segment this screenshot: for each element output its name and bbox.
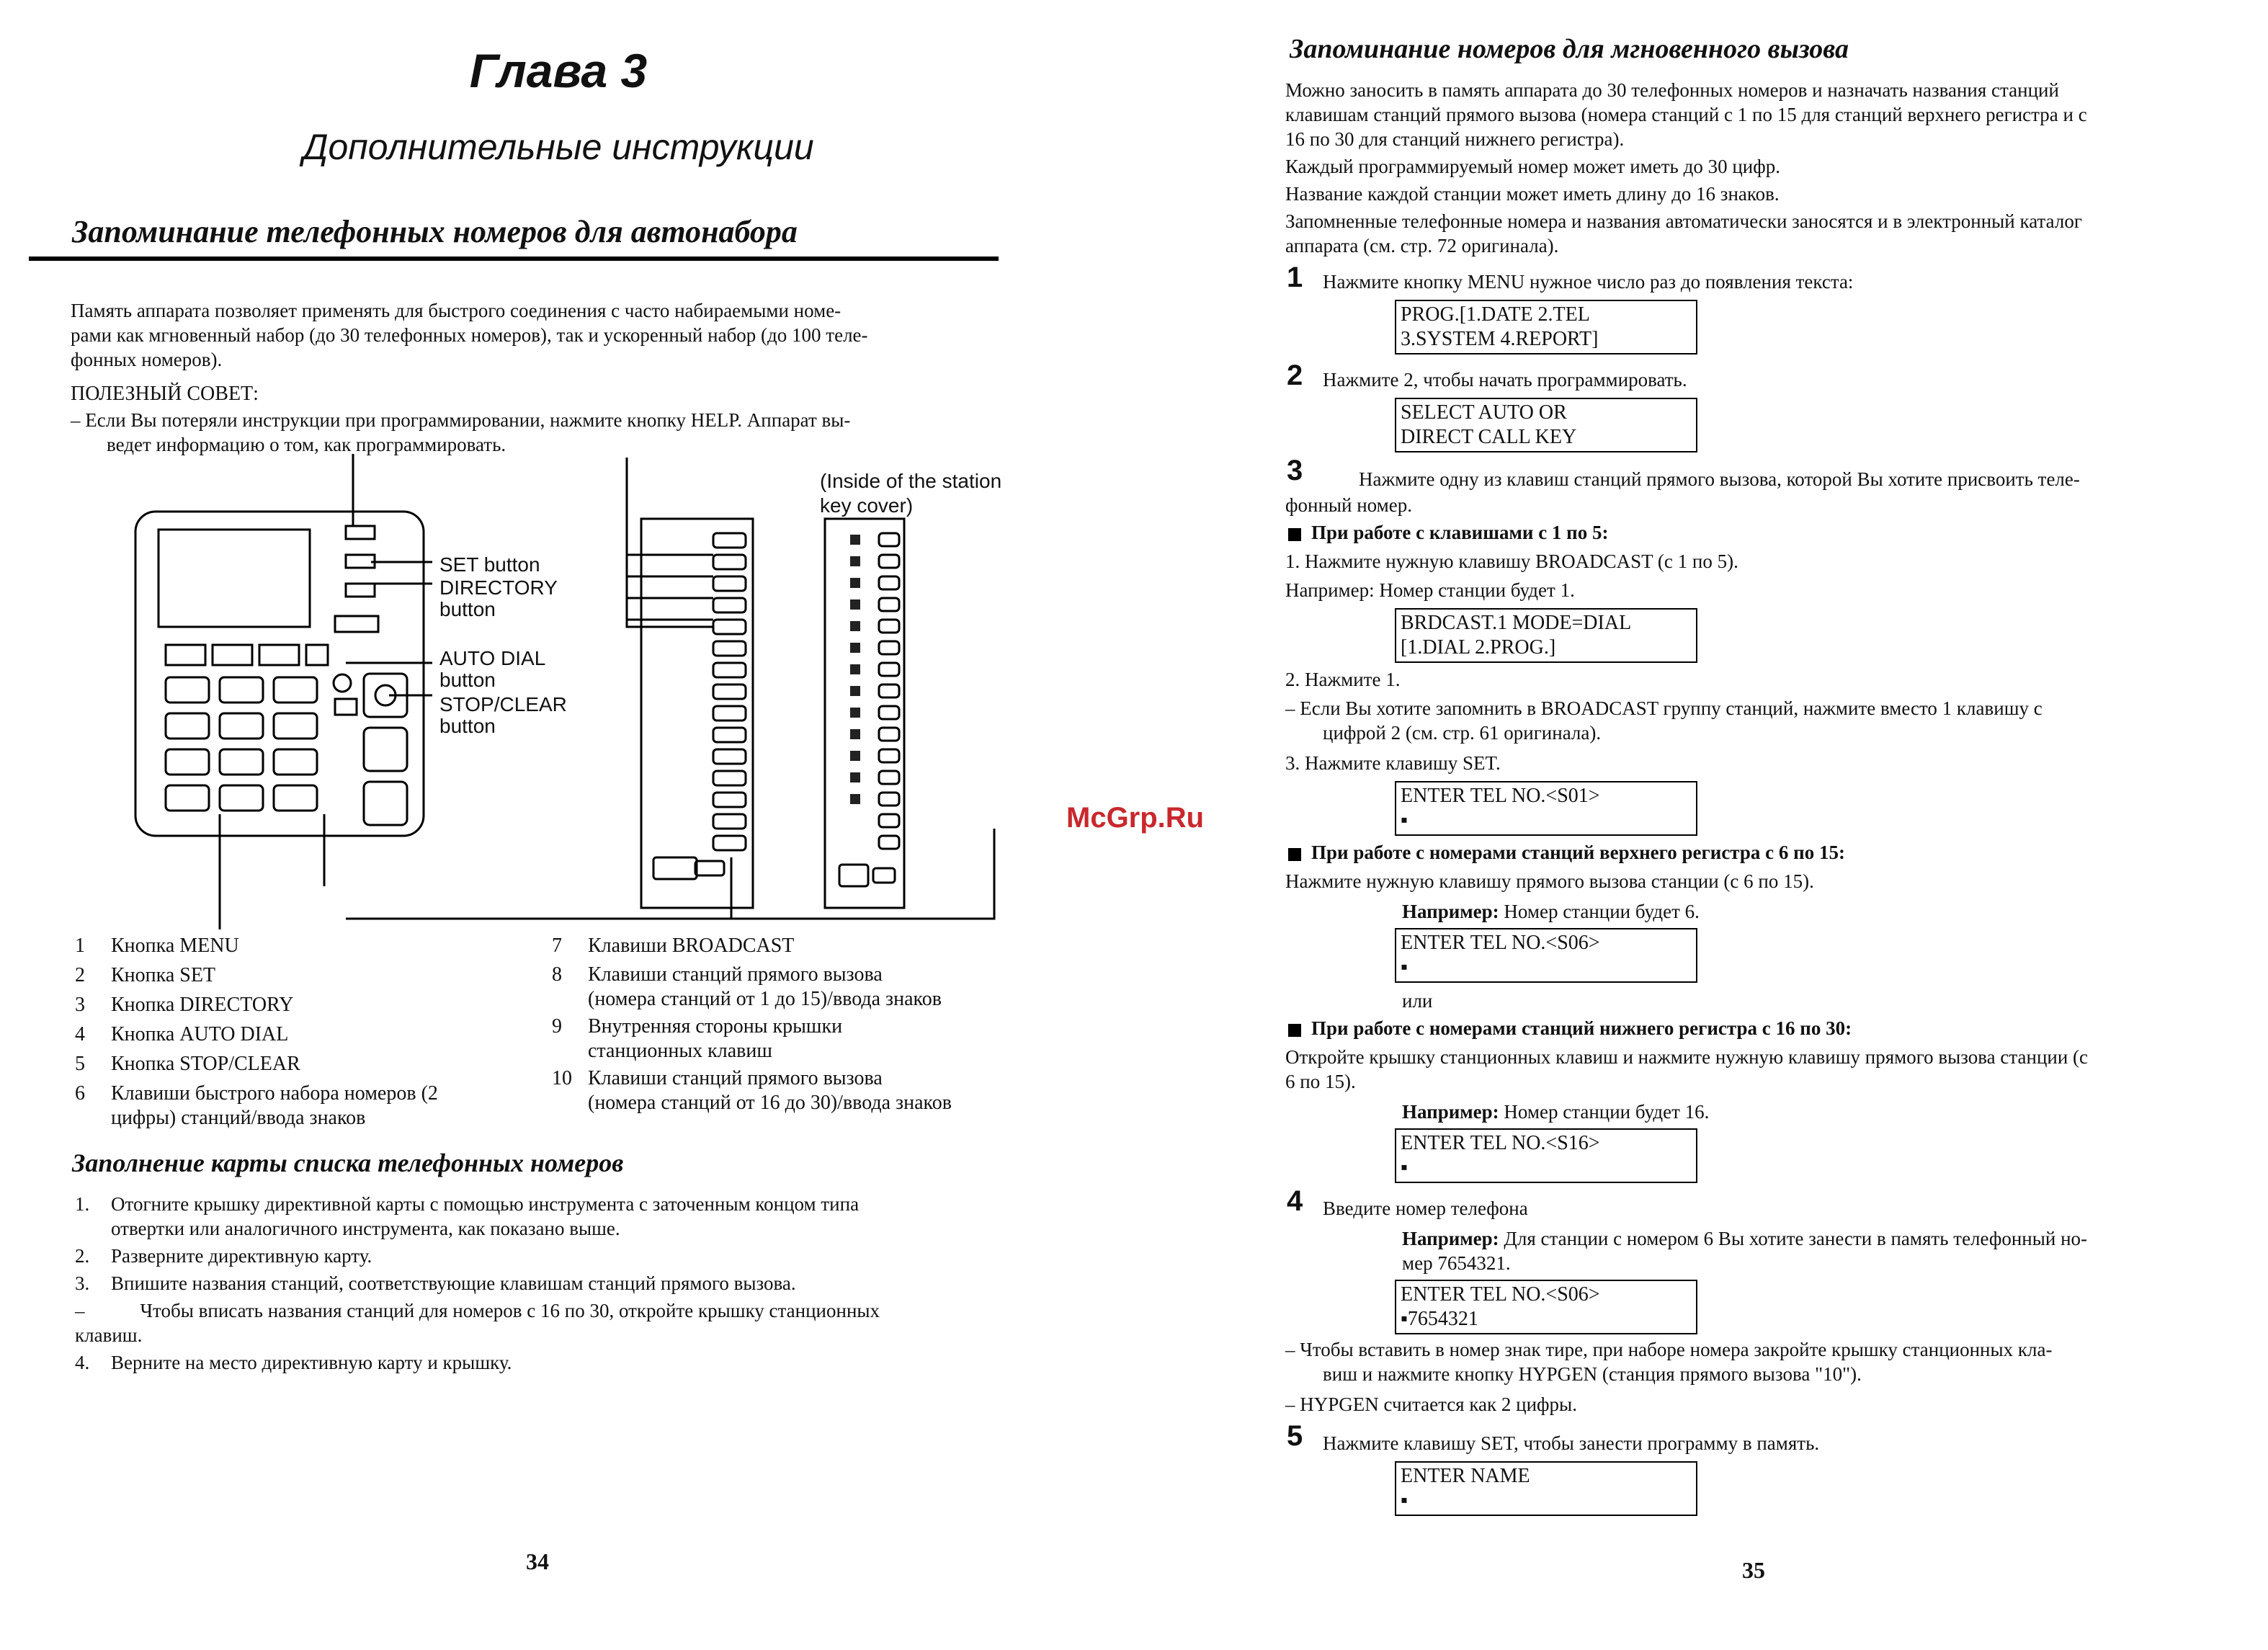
- section-heading-card: Заполнение карты списка телефонных номеров: [72, 1149, 624, 1177]
- sub2-line: Нажмите нужную клавишу прямого вызова станции (с 6 по 15).: [1285, 870, 1814, 892]
- callout-stop-clear-button: button: [439, 715, 496, 737]
- legend-item: 5 Кнопка STOP/CLEAR: [75, 1053, 300, 1075]
- page-number-left: 34: [526, 1548, 549, 1574]
- step-3-text: Нажмите одну из клавиш станций прямого вызова, которой Вы хотите присвоить теле-: [1359, 468, 2080, 490]
- lcd-box-6: ENTER TEL NO.<S16> ▪: [1395, 1128, 1697, 1183]
- callout-auto-dial: AUTO DIAL: [439, 647, 546, 669]
- device-display: [159, 530, 310, 627]
- step-4-text: Введите номер телефона: [1323, 1198, 1528, 1219]
- list-item: 1. Отогните крышку директивной карты с помощью инструмента с заточенным концом типа: [75, 1193, 860, 1215]
- device-diagram: [130, 454, 1030, 929]
- note-3: – HYPGEN считается как 2 цифры.: [1285, 1393, 1577, 1415]
- sub1-line-2: Например: Номер станции будет 1.: [1285, 579, 1575, 601]
- list-item: – Чтобы вписать названия станций для номеров с 16 по 30, откройте крышку станционных: [75, 1300, 880, 1321]
- sub3-line-2: 6 по 15).: [1285, 1071, 1356, 1092]
- legend-item: 3 Кнопка DIRECTORY: [75, 994, 294, 1016]
- legend-item: 9 Внутренняя стороны крышки: [552, 1015, 843, 1038]
- sub3-line-1: Откройте крышку станционных клавиш и нажмите нужную клавишу прямого вызова станции (с: [1285, 1046, 2089, 1068]
- right-intro-3: 16 по 30 для станций нижнего регистра).: [1285, 128, 1625, 150]
- station-note-line-2: key cover): [820, 494, 914, 517]
- bullet-square-icon: [1288, 1024, 1301, 1037]
- tip-title: ПОЛЕЗНЫЙ СОВЕТ:: [71, 383, 259, 405]
- tip-line-2: ведет информацию о том, как программировать.: [107, 434, 506, 455]
- sub1-more-4: 3. Нажмите клавишу SET.: [1285, 752, 1501, 774]
- callout-auto-dial-button: button: [439, 669, 496, 691]
- legend-item: 4 Кнопка AUTO DIAL: [75, 1023, 289, 1045]
- lcd-box-5: ENTER TEL NO.<S06> ▪: [1395, 928, 1697, 983]
- step-3-cont: фонный номер.: [1285, 494, 1412, 516]
- legend-item: цифры) станций/ввода знаков: [111, 1107, 366, 1129]
- chapter-subtitle: Дополнительные инструкции: [303, 127, 814, 167]
- legend-item: 7 Клавиши BROADCAST: [552, 935, 795, 957]
- step-3-number: 3: [1287, 455, 1303, 486]
- lcd-box-4: ENTER TEL NO.<S01> ▪: [1395, 781, 1697, 836]
- chapter-title: Глава 3: [469, 44, 648, 97]
- section-heading-direct-call: Запоминание номеров для мгновенного вызова: [1290, 34, 1849, 64]
- bullet-square-icon: [1288, 528, 1301, 541]
- intro-line-3: фонных номеров).: [71, 349, 223, 370]
- list-item: 4. Верните на место директивную карту и крышку.: [75, 1352, 512, 1373]
- or-text: или: [1402, 990, 1433, 1012]
- sub-heading-16-30: При работе с номерами станций нижнего регистра с 16 по 30:: [1288, 1016, 1852, 1040]
- list-item: 3. Впишите названия станций, соответствующие клавишам станций прямого вызова.: [75, 1272, 796, 1294]
- example-4-cont: мер 7654321.: [1402, 1252, 1511, 1274]
- list-item: 2. Разверните директивную карту.: [75, 1245, 372, 1267]
- callout-directory: DIRECTORY: [439, 576, 558, 599]
- legend-item: 8 Клавиши станций прямого вызова: [552, 963, 883, 986]
- step-1-text: Нажмите кнопку MENU нужное число раз до появления текста:: [1323, 271, 1854, 293]
- sub1-more-1: 2. Нажмите 1.: [1285, 669, 1401, 690]
- right-intro-2: клавишам станций прямого вызова (номера станций с 1 по 15 для станций верхнего регистра и с: [1285, 104, 2087, 125]
- bullet-square-icon: [1288, 848, 1301, 861]
- legend-right: [552, 934, 1013, 1115]
- page-number-right: 35: [1742, 1557, 1765, 1583]
- step-5-number: 5: [1287, 1420, 1303, 1452]
- intro-line-2: рами как мгновенный набор (до 30 телефонных номеров), так и ускоренный набор (до 100 теле-: [71, 324, 868, 346]
- sub1-more-2: – Если Вы хотите запомнить в BROADCAST группу станций, нажмите вместо 1 клавишу с: [1285, 697, 2042, 719]
- legend-item: 2 Кнопка SET: [75, 964, 216, 986]
- callout-directory-button: button: [439, 598, 496, 620]
- sub-heading-1-5: При работе с клавишами с 1 по 5:: [1288, 520, 1608, 545]
- lcd-box-2: SELECT AUTO OR DIRECT CALL KEY: [1395, 398, 1697, 452]
- example-4: Например: Для станции с номером 6 Вы хотите занести в память телефонный но-: [1402, 1228, 2088, 1249]
- legend-item: (номера станций от 1 до 15)/ввода знаков: [588, 988, 942, 1010]
- list-item: отвертки или аналогичного инструмента, как показано выше.: [111, 1218, 620, 1239]
- legend-item: 1 Кнопка MENU: [75, 935, 239, 957]
- note-1: – Чтобы вставить в номер знак тире, при наборе номера закройте крышку станционных кла-: [1285, 1339, 2053, 1360]
- step-2-text: Нажмите 2, чтобы начать программировать.: [1323, 369, 1687, 391]
- right-intro-1: Можно заносить в память аппарата до 30 телефонных номеров и назначать названия станций: [1285, 79, 2059, 101]
- step-1-number: 1: [1287, 262, 1303, 293]
- lcd-box-7: ENTER TEL NO.<S06> ▪7654321: [1395, 1280, 1697, 1334]
- sub-heading-6-15: При работе с номерами станций верхнего регистра с 6 по 15:: [1288, 840, 1845, 865]
- step-5-text: Нажмите клавишу SET, чтобы занести программу в память.: [1323, 1432, 1820, 1454]
- callout-set-button: SET button: [439, 553, 540, 576]
- note-2: виш и нажмите кнопку HYPGEN (станция прямого вызова "10").: [1323, 1363, 1862, 1385]
- intro-line-1: Память аппарата позволяет применять для быстрого соединения с часто набираемыми номе-: [71, 300, 841, 321]
- right-intro-5: Название каждой станции может иметь длину до 16 знаков.: [1285, 183, 1780, 205]
- legend-item: 6 Клавиши быстрого набора номеров (2: [75, 1082, 438, 1105]
- legend-item: (номера станций от 16 до 30)/ввода знаков: [588, 1092, 952, 1114]
- card-instructions: [75, 1192, 1012, 1375]
- callout-stop-clear: STOP/CLEAR: [439, 693, 567, 715]
- sub1-line-1: 1. Нажмите нужную клавишу BROADCAST (с 1 по 5).: [1285, 550, 1738, 572]
- lcd-box-8: ENTER NAME ▪: [1395, 1461, 1697, 1516]
- lcd-box-1: PROG.[1.DATE 2.TEL 3.SYSTEM 4.REPORT]: [1395, 300, 1697, 354]
- heading-rule: [29, 257, 999, 261]
- legend-item: 10 Клавиши станций прямого вызова: [552, 1067, 883, 1089]
- legend-item: станционных клавиш: [588, 1040, 772, 1062]
- station-note-line-1: (Inside of the station: [820, 470, 1002, 492]
- right-intro-6: Запомненные телефонные номера и названия автоматически заносятся и в электронный каталог: [1285, 210, 2082, 232]
- step-2-number: 2: [1287, 360, 1303, 391]
- lcd-box-3: BRDCAST.1 MODE=DIAL [1.DIAL 2.PROG.]: [1395, 608, 1697, 663]
- tip-line-1: – Если Вы потеряли инструкции при программировании, нажмите кнопку HELP. Аппарат вы-: [71, 409, 851, 431]
- watermark: McGrp.Ru: [1066, 802, 1205, 834]
- right-intro-4: Каждый программируемый номер может иметь до 30 цифр.: [1285, 156, 1780, 177]
- example-2: Например: Номер станции будет 6.: [1402, 901, 1700, 922]
- list-item: клавиш.: [75, 1324, 143, 1346]
- legend-left: [75, 934, 536, 1131]
- step-4-number: 4: [1287, 1185, 1303, 1217]
- right-intro-7: аппарата (см. стр. 72 оригинала).: [1285, 235, 1559, 257]
- section-heading-autodial: Запоминание телефонных номеров для автонабора: [72, 214, 798, 249]
- example-3: Например: Номер станции будет 16.: [1402, 1101, 1710, 1123]
- sub1-more-3: цифрой 2 (см. стр. 61 оригинала).: [1323, 722, 1602, 744]
